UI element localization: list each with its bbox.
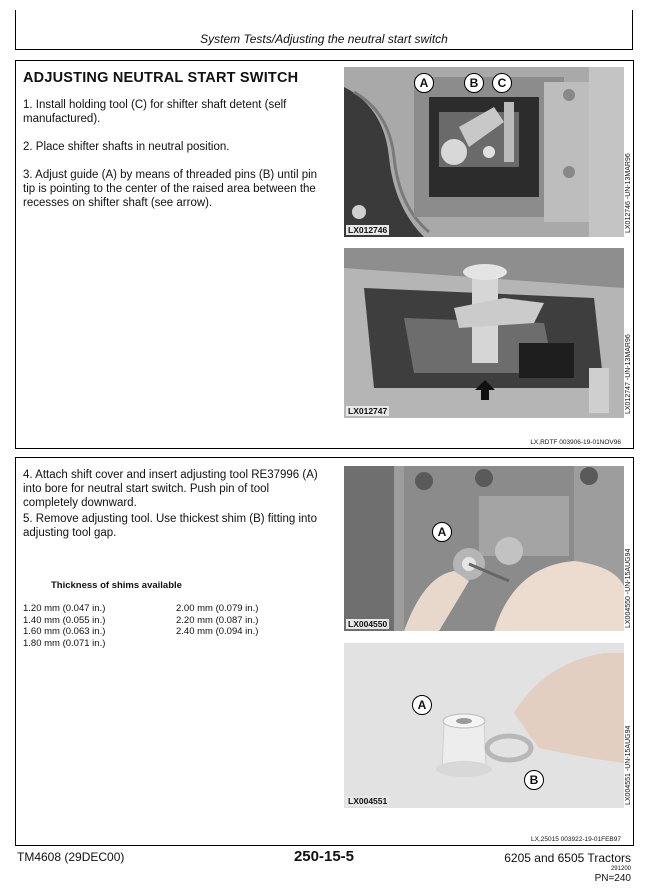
section-reference-code: LX,25015 003922-19-01FEB97 <box>531 836 621 843</box>
photo-holding-tool <box>344 67 624 237</box>
product-name: 6205 and 6505 Tractors <box>504 851 631 865</box>
callout-a: A <box>414 73 434 93</box>
step-1: 1. Install holding tool (C) for shifter shaft detent (self manufactured). <box>23 99 287 125</box>
step-2: 2. Place shifter shafts in neutral position. <box>23 141 230 153</box>
page-number: 250-15-5 <box>293 848 355 865</box>
photo-side-label: LX004550 -UN-15AUG94 <box>625 548 632 628</box>
callout-c: C <box>492 73 512 93</box>
section-title: ADJUSTING NEUTRAL START SWITCH <box>23 70 299 86</box>
callout-a: A <box>432 522 452 542</box>
callout-b: B <box>524 770 544 790</box>
page-header-title: System Tests/Adjusting the neutral start switch <box>200 32 448 46</box>
header-bottom-rule <box>15 49 633 50</box>
photo-label: LX012747 <box>348 406 388 416</box>
photo-label: LX012746 <box>348 225 388 235</box>
photo-adjusting-tool-inserted <box>344 466 624 631</box>
step-5: 5. Remove adjusting tool. Use thickest shim (B) fitting into adjusting tool gap. <box>23 513 318 539</box>
shim-value: 1.20 mm (0.047 in.) <box>23 603 106 614</box>
photo-side-label: LX012747 -UN-13MAR96 <box>625 334 632 414</box>
photo-label: LX004551 <box>348 796 388 806</box>
shim-value: 2.00 mm (0.079 in.) <box>176 603 259 614</box>
shims-table-title: Thickness of shims available <box>51 580 182 591</box>
callout-a: A <box>412 695 432 715</box>
photo-shifter-shaft <box>344 248 624 418</box>
shim-value: 1.80 mm (0.071 in.) <box>23 637 106 649</box>
step-3: 3. Adjust guide (A) by means of threaded pins (B) until pin tip is pointing to the center of the raised area between the recesses on shifter shaft (see arrow). <box>23 169 318 209</box>
photo-tool-and-shim <box>344 643 624 808</box>
manual-number: TM4608 (29DEC00) <box>17 850 125 864</box>
photo-side-label: LX012746 -UN-13MAR96 <box>625 153 632 233</box>
shims-left-column <box>23 603 105 649</box>
callout-b: B <box>464 73 484 93</box>
section-reference-code: LX,RDTF 003906-19-01NOV96 <box>530 439 621 446</box>
shim-value: 1.40 mm (0.055 in.) <box>23 614 106 626</box>
shim-value: 2.40 mm (0.094 in.) <box>176 626 259 637</box>
date-code: 291200 <box>610 866 631 872</box>
page-pn: PN=240 <box>594 873 631 884</box>
photo-side-label: LX004551 -UN-15AUG94 <box>625 725 632 805</box>
step-4: 4. Attach shift cover and insert adjusting tool RE37996 (A) into bore for neutral start switch. Push pin of tool completely downward. <box>23 469 318 509</box>
shims-right-column <box>176 603 258 638</box>
photo-label: LX004550 <box>348 619 388 629</box>
shim-value: 2.20 mm (0.087 in.) <box>176 614 259 626</box>
section-neutral-switch-tool <box>15 457 634 846</box>
shim-value: 1.60 mm (0.063 in.) <box>23 626 106 637</box>
section-adjusting-neutral-start-switch <box>15 60 634 449</box>
